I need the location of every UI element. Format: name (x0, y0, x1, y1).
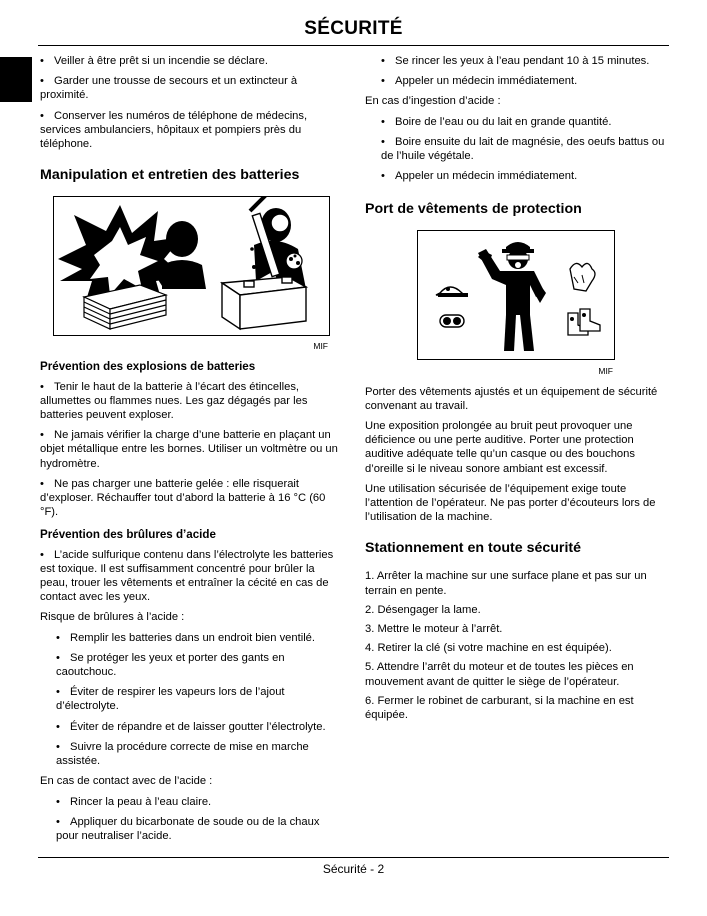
page-footer: Sécurité - 2 (322, 862, 385, 876)
bullet-glyph: • (40, 477, 44, 490)
protective-gear-drawing (418, 231, 614, 359)
bullet-item: • Ne pas charger une batterie gelée : elle risquerait d’exploser. Réchauffer tout d’abord la batterie à 16 °C (60 °F). (40, 477, 326, 519)
bullet-glyph: • (381, 115, 385, 128)
bullet-glyph: • (56, 651, 60, 664)
figure-caption: MIF (598, 366, 613, 377)
bullet-item: • Conserver les numéros de téléphone de médecins, services ambulanciers, hôpitaux et pompiers près du téléphone. (40, 109, 308, 151)
bullet-glyph: • (56, 795, 60, 808)
ppe-figure-wrapper (417, 230, 613, 378)
bullet-glyph: • (56, 631, 60, 644)
parking-heading: Stationnement en toute sécurité (365, 540, 581, 557)
ppe-paragraph: Une exposition prolongée au bruit peut provoquer une déficience ou une perte auditive. Porter une protection auditive adéquate telle qu’un casque ou des bouchons d’oreille si le niveau sonore ambiant est excessif. (365, 420, 635, 475)
numbered-step: 2. Désengager la lame. (365, 603, 481, 616)
battery-figure-wrapper (53, 196, 328, 353)
ppe-paragraph: Porter des vêtements ajustés et un équipement de sécurité convenant au travail. (365, 385, 658, 412)
bullet-item: • Se protéger les yeux et porter des gants en caoutchouc. (56, 651, 285, 679)
burn-heading: Prévention des brûlures d’acide (40, 528, 216, 542)
bullet-item: • Se rincer les yeux à l’eau pendant 10 à 15 minutes. (381, 55, 650, 67)
protective-clothing-illustration (417, 230, 615, 360)
bullet-item: • Remplir les batteries dans un endroit bien ventilé. (56, 631, 316, 644)
numbered-step: 3. Mettre le moteur à l’arrêt. (365, 623, 503, 636)
bullet-item: • Appeler un médecin immédiatement. (381, 75, 578, 88)
ppe-paragraph: Une utilisation sécurisée de l’équipement exige toute l’attention de l’opérateur. Ne pas porter d’écouteurs lors de l’utilisation de la machine. (365, 482, 656, 524)
figure-caption: MIF (313, 341, 328, 352)
numbered-step: 4. Retirer la clé (si votre machine en est équipée). (365, 642, 612, 655)
bullet-item: • Ne jamais vérifier la charge d’une batterie en plaçant un objet métallique entre les bornes. Utiliser un voltmètre ou un hydromètre. (40, 429, 338, 470)
bullet-item: • Suivre la procédure correcte de mise en marche assistée. (56, 740, 309, 768)
bullet-glyph: • (381, 55, 385, 67)
ingestion-label: En cas d’ingestion d’acide : (365, 95, 501, 108)
bullet-glyph: • (40, 109, 44, 122)
numbered-step: 5. Attendre l’arrêt du moteur et de toutes les pièces en mouvement avant de quitter le siège de l’opérateur. (365, 661, 634, 688)
bullet-item: • Boire de l’eau ou du lait en grande quantité. (381, 115, 612, 128)
right-column (365, 54, 670, 727)
risk-label: Risque de brûlures à l’acide : (40, 611, 185, 624)
bullet-item: • Rincer la peau à l’eau claire. (56, 795, 212, 808)
bullet-glyph: • (381, 75, 385, 88)
bullet-glyph: • (40, 75, 44, 88)
bullet-item: • Appeler un médecin immédiatement. (381, 170, 578, 183)
bullet-item: • Éviter de répandre et de laisser goutter l’électrolyte. (56, 720, 326, 733)
battery-heading: Manipulation et entretien des batteries (40, 167, 300, 184)
numbered-step: 6. Fermer le robinet de carburant, si la machine en est équipée. (365, 694, 634, 722)
bullet-item: • Tenir le haut de la batterie à l’écart des étincelles, allumettes ou flammes nues. Les gaz dégagés par les batteries peuvent exploser. (40, 380, 308, 422)
section-tab-marker (0, 57, 32, 102)
bullet-glyph: • (56, 686, 60, 699)
bullet-glyph: • (56, 815, 60, 828)
battery-explosion-drawing (54, 197, 329, 335)
bullet-glyph: • (56, 740, 60, 753)
bullet-item: • Éviter de respirer les vapeurs lors de l’ajout d’électrolyte. (56, 686, 285, 713)
bullet-item: • Garder une trousse de secours et un extincteur à proximité. (40, 75, 298, 102)
contact-label: En cas de contact avec de l’acide : (40, 775, 213, 788)
bullet-glyph: • (40, 380, 44, 393)
header-rule (38, 45, 669, 46)
bullet-item: • Boire ensuite du lait de magnésie, des oeufs battus ou de l’huile végétale. (381, 135, 665, 163)
bullet-glyph: • (40, 548, 44, 561)
bullet-item: • Appliquer du bicarbonate de soude ou de la chaux pour neutraliser l’acide. (56, 815, 320, 842)
page-title: SÉCURITÉ (304, 18, 403, 39)
battery-safety-illustration (53, 196, 330, 336)
explosion-heading: Prévention des explosions de batteries (40, 360, 256, 374)
bullet-glyph: • (40, 429, 44, 442)
bullet-glyph: • (56, 720, 60, 733)
numbered-step: 1. Arrêter la machine sur une surface plane et pas sur un terrain en pente. (365, 570, 647, 597)
bullet-glyph: • (40, 55, 44, 67)
bullet-item: • L’acide sulfurique contenu dans l’électrolyte les batteries est toxique. Il est suffisamment concentré pour brûler la peau, trouer les vêtements et entraîner la cécité en cas de contact avec les yeux. (40, 548, 334, 604)
bullet-item: • Veiller à être prêt si un incendie se déclare. (40, 55, 268, 67)
ppe-heading: Port de vêtements de protection (365, 201, 582, 218)
bullet-glyph: • (381, 135, 385, 148)
footer-rule (38, 857, 669, 858)
bullet-glyph: • (381, 170, 385, 183)
left-column (40, 54, 342, 849)
